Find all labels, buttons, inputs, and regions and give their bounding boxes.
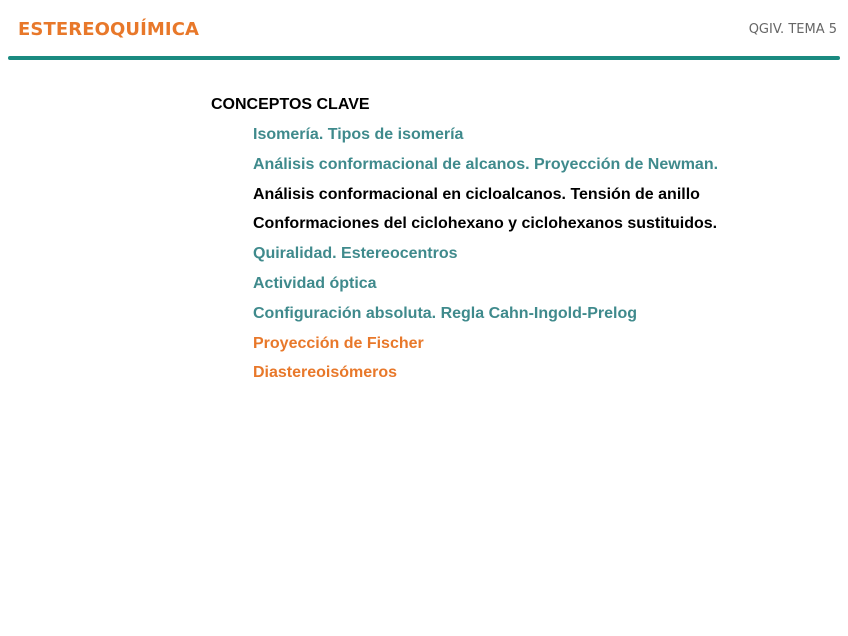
concept-item: Proyección de Fischer xyxy=(253,334,424,352)
header-divider xyxy=(8,56,840,60)
concept-item: Análisis conformacional de alcanos. Proyección de Newman. xyxy=(253,155,719,173)
section-heading: CONCEPTOS CLAVE xyxy=(211,96,370,113)
concept-item: Diastereoisómeros xyxy=(253,364,398,382)
concept-list xyxy=(253,125,718,393)
concept-item: Quiralidad. Estereocentros xyxy=(253,245,458,263)
concept-item: Configuración absoluta. Regla Cahn-Ingold-Prelog xyxy=(253,304,638,322)
concept-item: Conformaciones del ciclohexano y ciclohexanos sustituidos. xyxy=(253,215,718,233)
concept-item: Análisis conformacional en cicloalcanos. Tensión de anillo xyxy=(253,185,700,203)
concept-item: Actividad óptica xyxy=(253,274,377,292)
course-label: QGIV. TEMA 5 xyxy=(748,22,837,37)
concept-item: Isomería. Tipos de isomería xyxy=(253,126,464,143)
slide-title: ESTEREOQUÍMICA xyxy=(18,19,200,40)
